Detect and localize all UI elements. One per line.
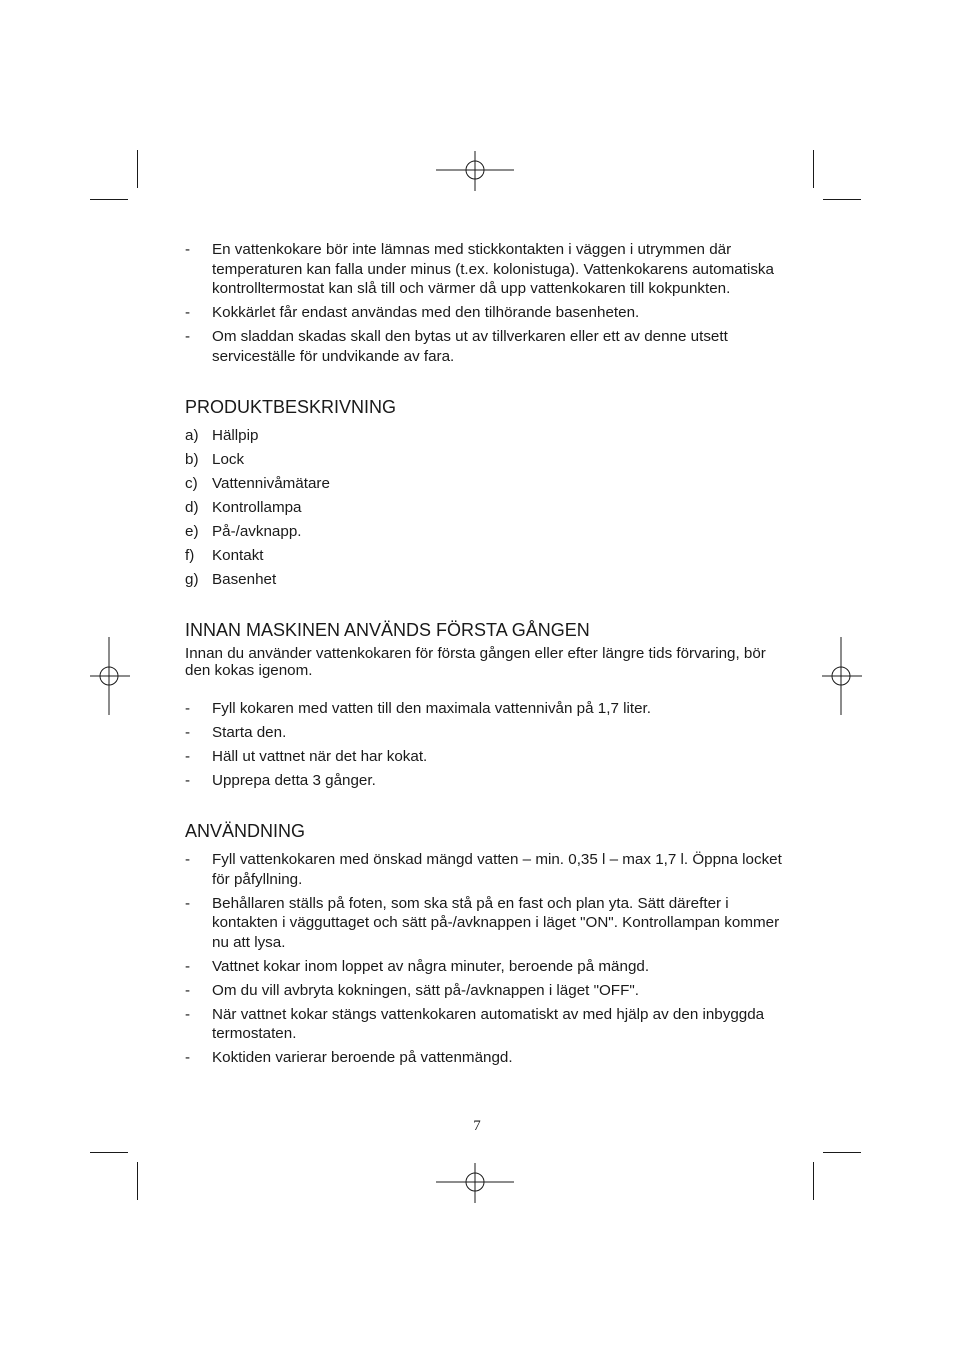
page-number: 7 [473, 1118, 481, 1134]
list-item [185, 747, 785, 767]
list-item [185, 522, 785, 542]
list-item-text: Om sladdan skadas skall den bytas ut av tillverkaren eller ett av denne utsett serviceställe för undvikande av fara. [212, 328, 728, 365]
list-item-text: Vattnet kokar inom loppet av några minuter, beroende på mängd. [212, 957, 650, 975]
list-marker: - [185, 304, 191, 321]
list-marker: d) [185, 499, 199, 516]
list-item-text: Häll ut vattnet när det har kokat. [212, 747, 428, 765]
registration-mark-left-icon [70, 637, 150, 717]
registration-mark-right-icon [802, 637, 882, 717]
list-item-text: Fyll vattenkokaren med önskad mängd vatten – min. 0,35 l – max 1,7 l. Öppna locket för påfyllning. [212, 851, 782, 888]
list-item-text: Lock [212, 451, 245, 468]
list-item-text: Kokkärlet får endast användas med den tilhörande basenheten. [212, 304, 640, 321]
crop-mark-top-right-v [813, 150, 814, 188]
first-use-paragraph: Innan du använder vattenkokaren för första gången eller efter längre tids förvaring, bör den kokas igenom. [185, 644, 766, 679]
list-marker: e) [185, 523, 199, 540]
list-item [185, 981, 785, 1001]
list-item-text: Basenhet [212, 571, 277, 588]
list-marker: - [185, 328, 191, 345]
list-marker: - [185, 241, 191, 258]
crop-mark-top-left-v [137, 150, 138, 188]
list-marker: c) [185, 475, 198, 492]
first-use-heading: INNAN MASKINEN ANVÄNDS FÖRSTA GÅNGEN [185, 619, 590, 640]
list-item-text: Kontakt [212, 547, 264, 564]
list-item [185, 1005, 785, 1044]
list-item [185, 699, 785, 719]
crop-mark-bottom-right-v [813, 1162, 814, 1200]
registration-mark-bottom-icon [436, 1143, 516, 1223]
crop-mark-top-right-h [823, 199, 861, 200]
list-item-text: Hällpip [212, 427, 259, 444]
list-marker: - [185, 771, 191, 789]
list-item-text: Kontrollampa [212, 499, 302, 516]
list-item-text: Vattennivåmätare [212, 475, 330, 492]
list-item [185, 240, 785, 299]
list-marker: - [185, 981, 191, 999]
list-item-text: Upprepa detta 3 gånger. [212, 771, 376, 789]
list-marker: g) [185, 571, 199, 588]
list-marker: b) [185, 451, 199, 468]
list-item-text: Om du vill avbryta kokningen, sätt på-/avknappen i läget "OFF". [212, 981, 639, 999]
list-item [185, 498, 785, 518]
list-item-text: Starta den. [212, 723, 287, 741]
list-marker: - [185, 747, 191, 765]
usage-heading: ANVÄNDNING [185, 821, 306, 841]
list-item [185, 894, 785, 953]
list-item [185, 771, 785, 791]
list-item-text: Fyll kokaren med vatten till den maximala vattennivån på 1,7 liter. [212, 699, 651, 717]
first-use-list [185, 699, 785, 791]
list-marker: - [185, 1049, 191, 1066]
list-item [185, 303, 785, 323]
list-item [185, 570, 785, 590]
list-marker: - [185, 894, 191, 912]
crop-mark-top-left-h [90, 199, 128, 200]
registration-mark-top-icon [436, 131, 516, 211]
list-item-text: En vattenkokare bör inte lämnas med stickkontakten i väggen i utrymmen där temperaturen kan falla under minus (t.ex. kolonistuga). Vattenkokarens automatiska kontrolltermostat kan slå till och värmer då upp vattenkokaren till kokpunkten. [212, 241, 774, 297]
list-marker: f) [185, 547, 195, 564]
list-item [185, 450, 785, 470]
list-item-text: Koktiden varierar beroende på vattenmängd. [212, 1049, 513, 1066]
list-item [185, 474, 785, 494]
list-item-text: På-/avknapp. [212, 523, 302, 540]
list-item [185, 1048, 785, 1068]
page-content [185, 240, 785, 1072]
product-heading: PRODUKTBESKRIVNING [185, 397, 397, 417]
crop-mark-bottom-left-h [90, 1152, 128, 1153]
list-marker: a) [185, 427, 199, 444]
crop-mark-bottom-right-h [823, 1152, 861, 1153]
list-marker: - [185, 957, 191, 975]
list-item [185, 426, 785, 446]
list-item-text: Behållaren ställs på foten, som ska stå på en fast och plan yta. Sätt därefter i kontakten i vägguttaget och sätt på-/avknappen i läget "ON". Kontrollampan kommer nu att lysa. [212, 894, 780, 951]
usage-list [185, 850, 785, 1068]
list-item [185, 327, 785, 366]
list-item-text: När vattnet kokar stängs vattenkokaren automatiskt av med hjälp av den inbyggda termostaten. [212, 1005, 765, 1042]
intro-list [185, 240, 785, 366]
list-marker: - [185, 1005, 191, 1023]
list-item [185, 957, 785, 977]
list-marker: - [185, 723, 191, 741]
list-item [185, 723, 785, 743]
list-marker: - [185, 699, 191, 717]
crop-mark-bottom-left-v [137, 1162, 138, 1200]
list-marker: - [185, 851, 191, 868]
list-item [185, 850, 785, 889]
product-parts-list [185, 426, 785, 590]
list-item [185, 546, 785, 566]
